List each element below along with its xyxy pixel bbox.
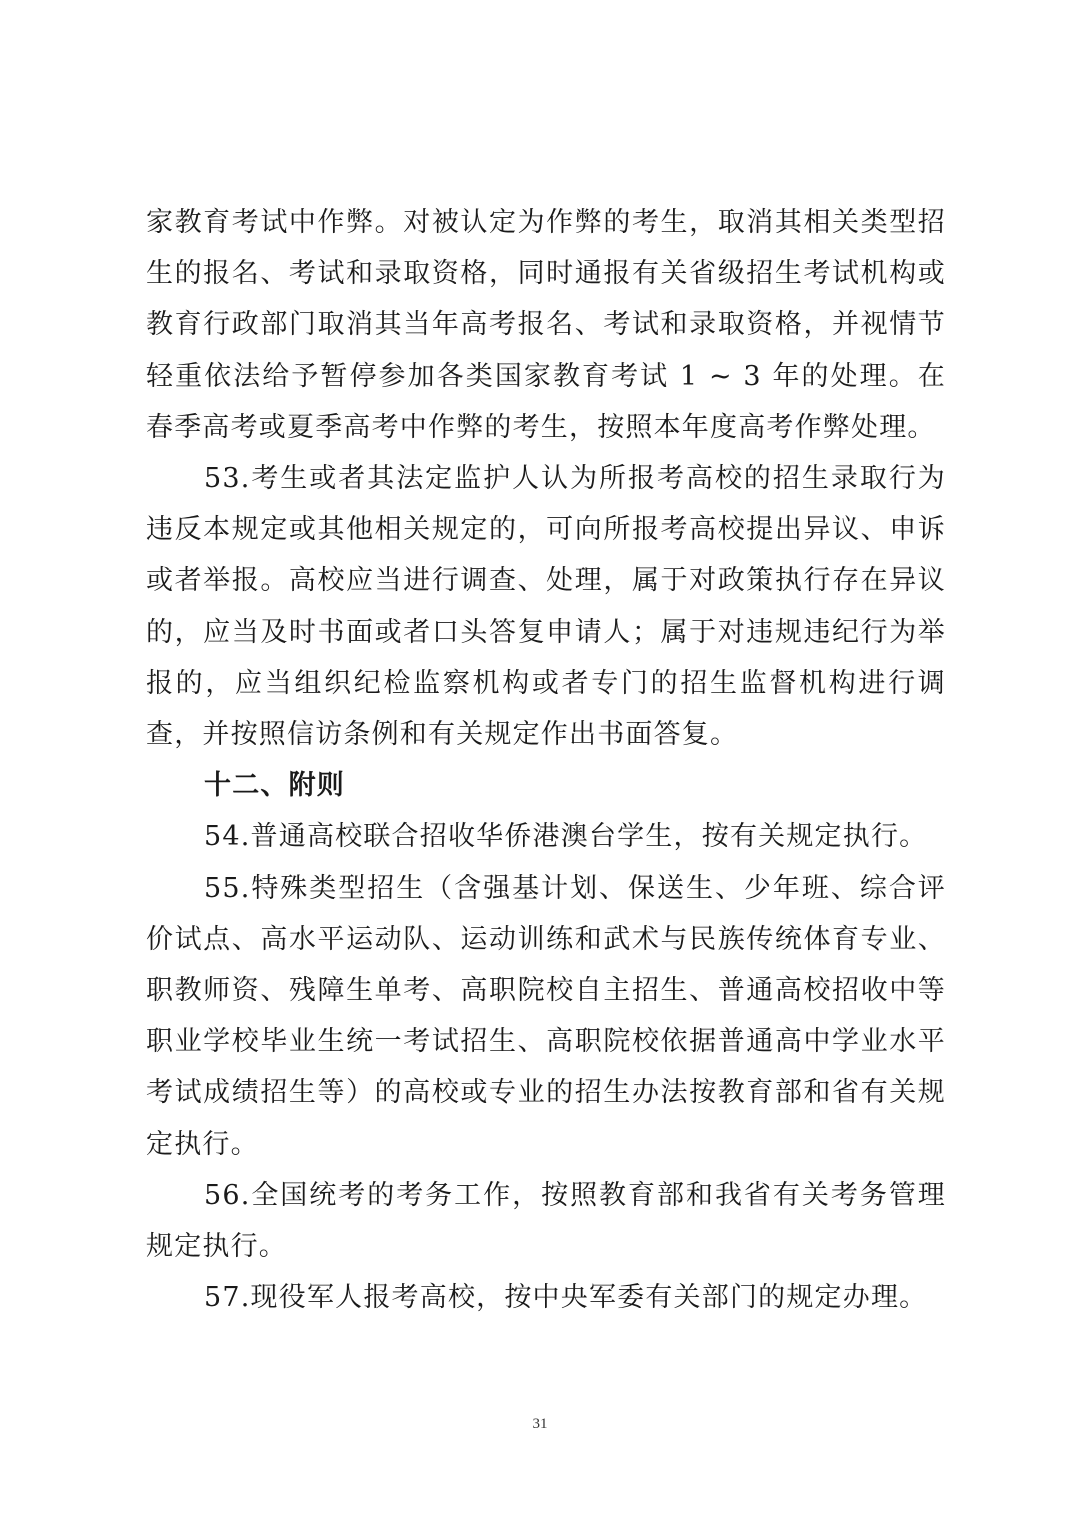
- paragraph-53-complaints: 53.考生或者其法定监护人认为所报考高校的招生录取行为违反本规定或其他相关规定的，可向所报考高校提出异议、申诉或者举报。高校应当进行调查、处理，属于对政策执行存在异议的，应当及时书面或者口头答复申请人；属于对违规违纪行为举报的，应当组织纪检监察机构或者专门的招生监督机构进行调查，并按照信访条例和有关规定作出书面答复。: [146, 463, 946, 751]
- paragraph-cheating-continuation: 家教育考试中作弊。对被认定为作弊的考生，取消其相关类型招生的报名、考试和录取资格，同时通报有关省级招生考试机构或教育行政部门取消其当年高考报名、考试和录取资格，并视情节轻重依法给予暂停参加各类国家教育考试 1 ~ 3 年的处理。在春季高考或夏季高考中作弊的考生，按照本年度高考作弊处理。: [146, 207, 946, 443]
- paragraph-54-overseas-students: 54.普通高校联合招收华侨港澳台学生，按有关规定执行。: [204, 821, 928, 853]
- paragraph-55-special-admissions: 55.特殊类型招生（含强基计划、保送生、少年班、综合评价试点、高水平运动队、运动训练和武术与民族传统体育专业、职教师资、残障生单考、高职院校自主招生、普通高校招收中等职业学校毕业生统一考试招生、高职院校依据普通高中学业水平考试成绩招生等）的高校或专业的招生办法按教育部和省有关规定执行。: [146, 872, 946, 1160]
- document-body: [146, 197, 946, 1323]
- page-number: 31: [532, 1416, 548, 1432]
- paragraph-57-military: 57.现役军人报考高校，按中央军委有关部门的规定办理。: [204, 1282, 928, 1314]
- paragraph-56-exam-affairs: 56.全国统考的考务工作，按照教育部和我省有关考务管理规定执行。: [146, 1179, 946, 1263]
- section-heading-appendix: 十二、附则: [204, 770, 345, 802]
